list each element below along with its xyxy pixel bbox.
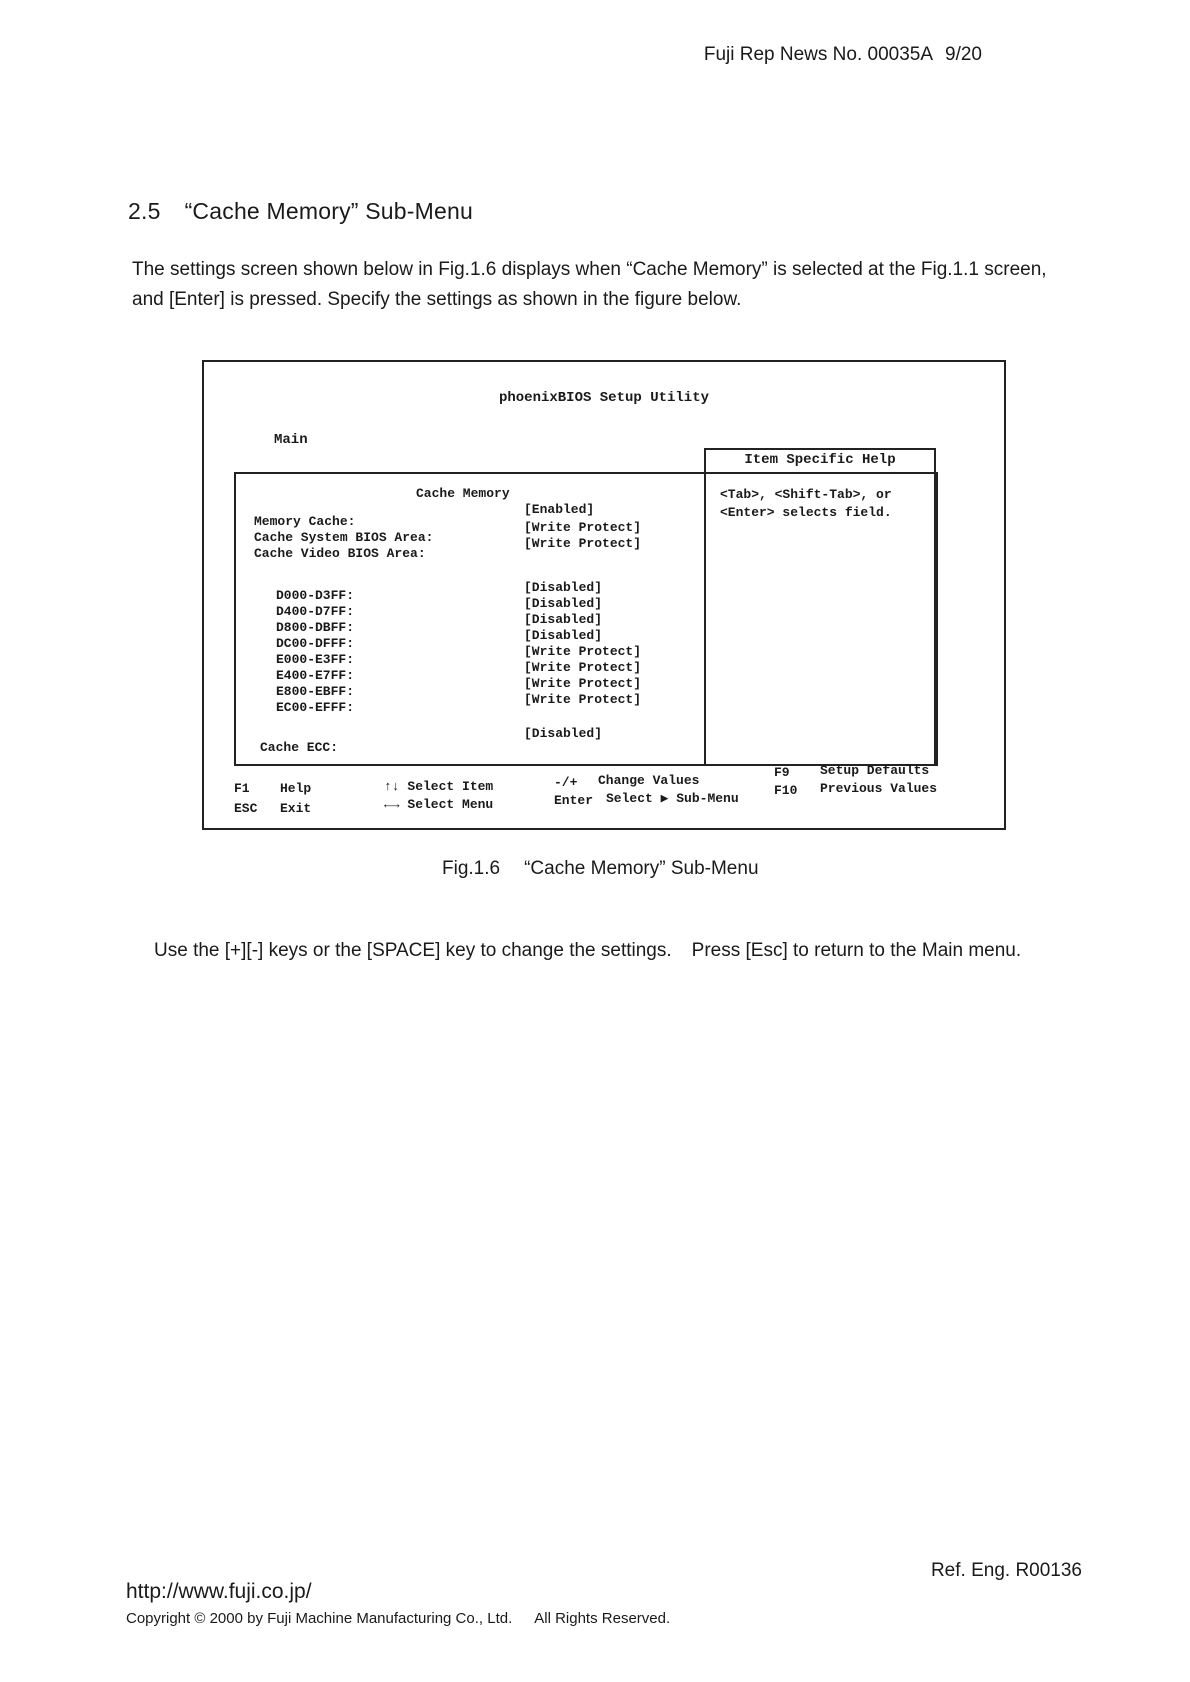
- copyright-line: [126, 1610, 670, 1627]
- figure-number: Fig.1.6: [442, 858, 501, 879]
- panel-title: Cache Memory: [416, 486, 510, 501]
- key-f9: F9: [774, 765, 790, 780]
- range-value: [Disabled]: [524, 628, 603, 643]
- key-select-menu: ←→ Select Menu: [384, 797, 494, 812]
- page-header: [692, 44, 982, 66]
- help-line: <Tab>, <Shift-Tab>, or: [720, 487, 892, 502]
- setting-value: [Write Protect]: [524, 520, 642, 535]
- ecc-row: [260, 726, 603, 758]
- key-f10: F10: [774, 783, 798, 798]
- range-value: [Write Protect]: [524, 692, 642, 707]
- help-title: Item Specific Help: [706, 452, 934, 474]
- newsletter-title: Fuji Rep News No. 00035A: [703, 44, 934, 65]
- range-value: [Write Protect]: [524, 676, 642, 691]
- range-label: D000-D3FF:: [276, 588, 355, 603]
- ecc-label: Cache ECC:: [260, 740, 339, 755]
- key-esc: ESC: [234, 801, 258, 816]
- help-panel: [704, 448, 936, 764]
- cache-memory-panel: [234, 452, 938, 766]
- tab-main: Main: [274, 432, 308, 448]
- figure-caption: [442, 858, 759, 880]
- range-value: [Write Protect]: [524, 660, 642, 675]
- key-select-submenu: Select ▶ Sub-Menu: [606, 791, 739, 806]
- bios-screenshot: [202, 360, 1006, 830]
- section-title: [128, 198, 473, 225]
- range-value: [Disabled]: [524, 612, 603, 627]
- range-value: [Disabled]: [524, 596, 603, 611]
- bios-title: phoenixBIOS Setup Utility: [498, 390, 710, 406]
- footer-url: http://www.fuji.co.jp/: [126, 1580, 312, 1603]
- help-line: <Enter> selects field.: [720, 505, 892, 520]
- range-value: [Disabled]: [524, 580, 603, 595]
- range-value: [Write Protect]: [524, 644, 642, 659]
- key-change-values: Change Values: [598, 773, 700, 788]
- key-esc-desc: Exit: [280, 801, 312, 816]
- section-heading: “Cache Memory” Sub-Menu: [184, 198, 473, 224]
- key-select-item: ↑↓ Select Item: [384, 779, 494, 794]
- key-minus-plus: -/+: [554, 775, 578, 790]
- range-label: E400-E7FF:: [276, 668, 355, 683]
- setting-value: [Write Protect]: [524, 536, 642, 551]
- instruction-keys: Use the [+][-] keys or the [SPACE] key to change the settings.: [154, 940, 672, 961]
- range-label: DC00-DFFF:: [276, 636, 355, 651]
- figure-title: “Cache Memory” Sub-Menu: [524, 858, 759, 879]
- key-f1: F1: [234, 781, 250, 796]
- range-label: EC00-EFFF:: [276, 700, 355, 715]
- setting-label: Memory Cache:: [254, 514, 356, 529]
- range-row: [276, 692, 642, 718]
- copyright-text: Copyright © 2000 by Fuji Machine Manufacturing Co., Ltd.: [126, 1610, 513, 1627]
- setting-label: Cache Video BIOS Area:: [254, 546, 426, 561]
- range-label: D400-D7FF:: [276, 604, 355, 619]
- setting-value: [Enabled]: [524, 502, 595, 517]
- help-text: [720, 486, 892, 522]
- range-label: D800-DBFF:: [276, 620, 355, 635]
- key-f1-desc: Help: [280, 781, 312, 796]
- key-f9-desc: Setup Defaults: [820, 763, 930, 778]
- instruction-esc: Press [Esc] to return to the Main menu.: [691, 940, 1022, 961]
- instructions: [154, 940, 1021, 962]
- reference-number: Ref. Eng. R00136: [930, 1560, 1082, 1581]
- setting-label: Cache System BIOS Area:: [254, 530, 434, 545]
- section-number: 2.5: [128, 198, 161, 224]
- rights-text: All Rights Reserved.: [534, 1610, 671, 1627]
- ecc-value: [Disabled]: [524, 726, 603, 741]
- range-label: E800-EBFF:: [276, 684, 355, 699]
- intro-paragraph: The settings screen shown below in Fig.1.6 displays when “Cache Memory” is selected at the Fig.1.1 screen, and [Enter] is pressed. Specify the settings as shown in the figure below.: [132, 259, 1047, 310]
- page-number: 9/20: [945, 44, 982, 65]
- key-f10-desc: Previous Values: [820, 781, 938, 796]
- range-label: E000-E3FF:: [276, 652, 355, 667]
- key-enter: Enter: [554, 793, 594, 808]
